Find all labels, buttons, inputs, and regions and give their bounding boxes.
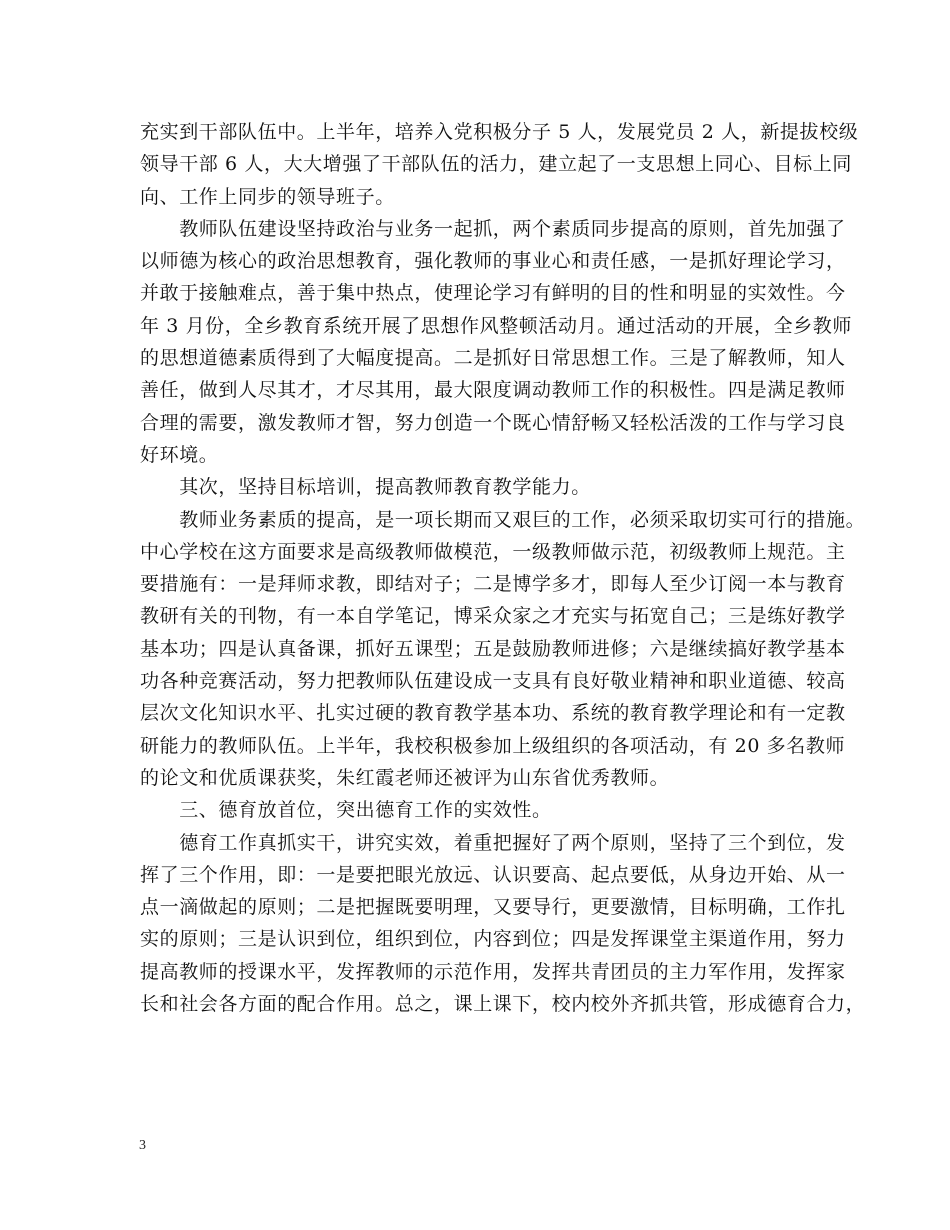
text-line: 点一滴做起的原则；二是把握既要明理，又要导行，更要激情，目标明确，工作扎: [140, 896, 846, 919]
text-line: 的思想道德素质得到了大幅度提高。二是抓好日常思想工作。三是了解教师，知人: [140, 347, 846, 370]
text-line: 好环境。: [140, 443, 219, 466]
text-line: 德育工作真抓实干，讲究实效，着重把握好了两个原则，坚持了三个到位，发: [140, 831, 846, 854]
text-line: 中心学校在这方面要求是高级教师做模范，一级教师做示范，初级教师上规范。主: [140, 540, 846, 563]
text-line: 善任，做到人尽其才，才尽其用，最大限度调动教师工作的积极性。四是满足教师: [140, 379, 846, 402]
text-line: 向、工作上同步的领导班子。: [140, 185, 395, 208]
page-number: 3: [139, 1138, 146, 1153]
text-line: 以师德为核心的政治思想教育，强化教师的事业心和责任感，一是抓好理论学习，: [140, 250, 846, 273]
text-line: 研能力的教师队伍。上半年，我校积极参加上级组织的各项活动，有 20 多名教师: [140, 734, 846, 757]
text-line: 长和社会各方面的配合作用。总之，课上课下，校内校外齐抓共管，形成德育合力，: [140, 993, 866, 1016]
text-line: 要措施有：一是拜师求教，即结对子；二是博学多才，即每人至少订阅一本与教育: [140, 573, 846, 596]
text-line: 教研有关的刊物，有一本自学笔记，博采众家之才充实与拓宽自己；三是练好教学: [140, 605, 846, 628]
text-line: 年 3 月份，全乡教育系统开展了思想作风整顿活动月。通过活动的开展，全乡教师: [140, 314, 852, 337]
text-line: 领导干部 6 人，大大增强了干部队伍的活力，建立起了一支思想上同心、目标上同: [140, 153, 852, 176]
text-line: 并敢于接触难点，善于集中热点，使理论学习有鲜明的目的性和明显的实效性。今: [140, 282, 846, 305]
text-line: 功各种竞赛活动，努力把教师队伍建设成一支具有良好敬业精神和职业道德、较高: [140, 670, 846, 693]
text-line: 基本功；四是认真备课，抓好五课型；五是鼓励教师进修；六是继续搞好教学基本: [140, 637, 846, 660]
text-line: 的论文和优质课获奖，朱红霞老师还被评为山东省优秀教师。: [140, 766, 670, 789]
text-line: 三、德育放首位，突出德育工作的实效性。: [140, 799, 552, 822]
text-line: 提高教师的授课水平，发挥教师的示范作用，发挥共青团员的主力军作用，发挥家: [140, 960, 846, 983]
text-line: 充实到干部队伍中。上半年，培养入党积极分子 5 人，发展党员 2 人，新提拔校级: [140, 121, 859, 143]
text-line: 层次文化知识水平、扎实过硬的教育教学基本功、系统的教育教学理论和有一定教: [140, 702, 846, 725]
text-line: 合理的需要，激发教师才智，努力创造一个既心情舒畅又轻松活泼的工作与学习良: [140, 411, 846, 434]
text-line: 教师队伍建设坚持政治与业务一起抓，两个素质同步提高的原则，首先加强了: [140, 217, 846, 240]
text-line: 教师业务素质的提高，是一项长期而又艰巨的工作，必须采取切实可行的措施。: [140, 508, 866, 531]
body-text: [140, 116, 866, 1020]
text-line: 实的原则；三是认识到位，组织到位，内容到位；四是发挥课堂主渠道作用，努力: [140, 928, 846, 951]
text-line: 挥了三个作用，即：一是要把眼光放远、认识要高、起点要低，从身边开始、从一: [140, 863, 846, 886]
text-line: 其次，坚持目标培训，提高教师教育教学能力。: [140, 476, 591, 499]
